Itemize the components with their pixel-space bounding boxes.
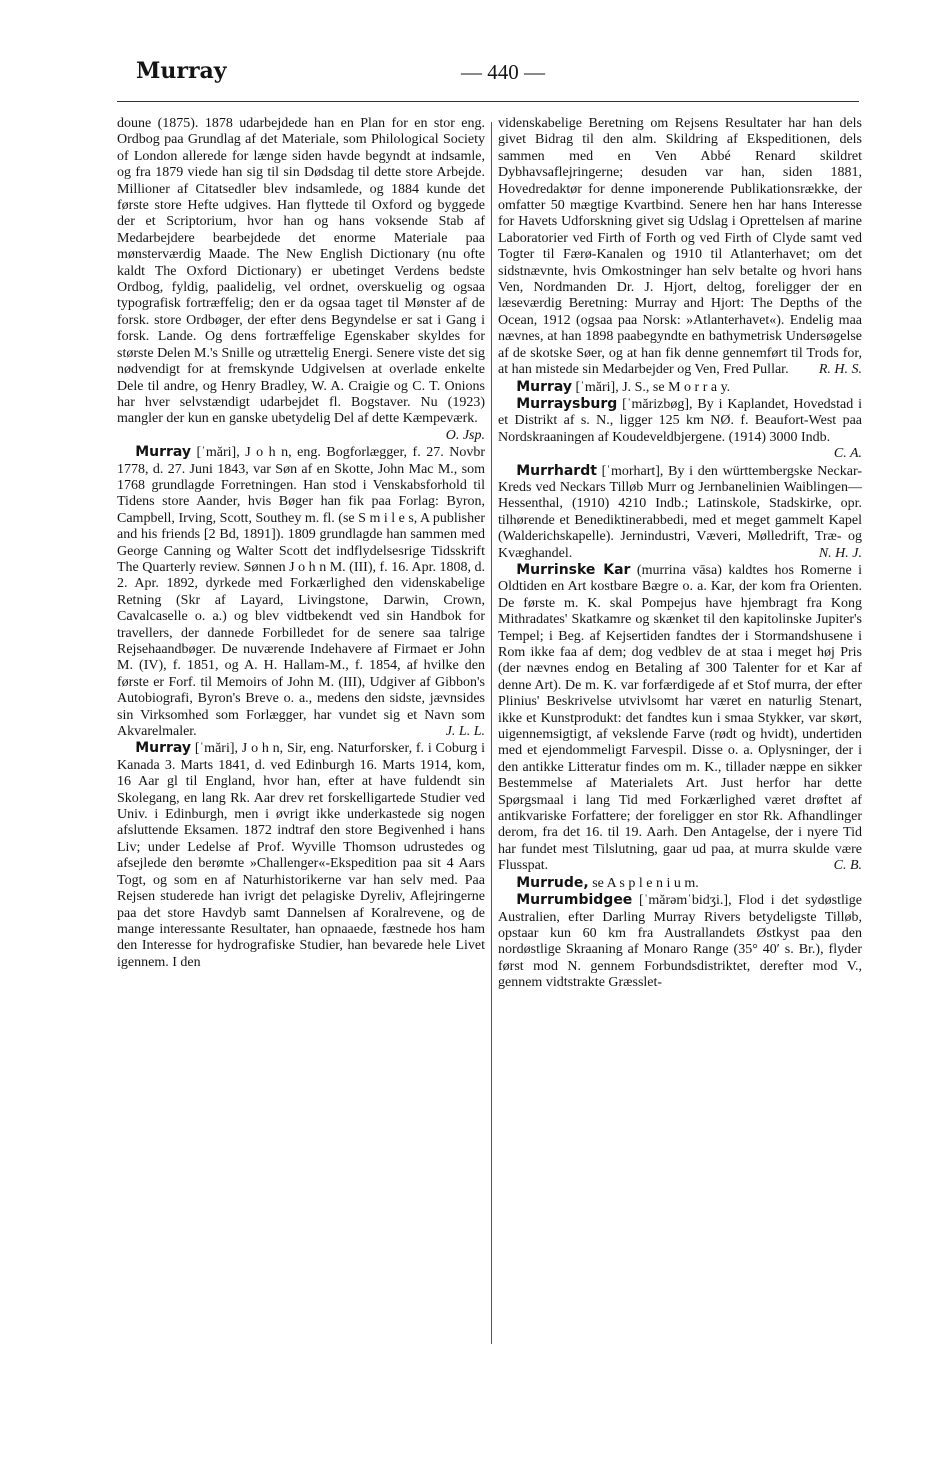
entry-signature: C. B.: [833, 858, 862, 874]
page-number: — 440 —: [461, 60, 545, 84]
entry-signature: R. H. S.: [818, 362, 862, 378]
left-column: [117, 116, 485, 971]
entry-murrumbidgee: [498, 892, 862, 991]
entry-headword: Murrude,: [516, 874, 589, 891]
entry-signature: J. L. L.: [445, 724, 485, 740]
entry-text: [ˈmări], J o h n, eng. Bogforlægger, f. 27. Novbr 1778, d. 27. Juni 1843, var Søn af en Skotte, John Mac M., som 1768 grundlagde Forretningen. Han stod i Venskabsforhold til Tidens store Aander, hvis Bøger han fik paa Forlag: Byron, Campbell, Irving, Scott, Southey m. fl. (se S m i l e s, A publisher and his friends [2 Bd, 1891]). 1809 grundlagde han sammen med George Canning og Walter Scott det indflydelsesrige Tidsskrift The Quarterly review. Sønnen J o h n M. (III), f. 16. Apr. 1808, d. 2. Apr. 1892, dyrkede med Forkærlighed den videnskabelige Retning (Skr af Layard, Livingstone, Darwin, Crown, Cavalcaselle o. a.) og blev vidtbekendt ved sin Handbok for travellers, der dannede Forbilledet for de senere saa talrige Rejsehaandbøger. De nuværende Indehavere af Firmaet er John M. (IV), f. 1851, og A. H. Hallam-M., f. 1854, af hvilke den første er Forf. til Memoirs of John M. (III), Udgiver af Gibbon's Autobiografi, Byron's Breve o. a., medens den sidste, jævnsides sin Virksomhed som Forlægger, har vundet sig et Navn som Akvarelmaler.: [117, 445, 485, 740]
entry-signature: N. H. J.: [818, 545, 862, 561]
header-rule: [117, 101, 859, 102]
column-divider: [491, 122, 492, 1344]
entry-headword: Murrhardt: [516, 462, 597, 479]
entry-text: doune (1875). 1878 udarbejdede han en Plan for en stor eng. Ordbog paa Grundlag af det Materiale, som Philological Society of London allerede for længe siden havde begyndt at indsamle, og fra 1879 viede han sig til sin Dødsdag til dette store Arbejde. Millioner af Citatsedler blev indsamlede, og 1884 kunde det første store Hefte udgives. Han flyttede til Oxford og byggede der et Scriptorium, hvor han og hans voksende Stab af Medarbejdere bearbejdede det enorme Materiale paa mønsterværdig Maade. The New English Dictionary (nu ofte kaldt The Oxford Dictionary) er ubetinget Verdens bedste Ordbog, fyldig, paalidelig, vel ordnet, overskuelig og ogsaa typografisk fortræffelig; den er da ogsaa taget til Mønster af de forsk. store Ordbøger, der efter dens Begyndelse er sat i Gang i forsk. Lande. Og dens fortræffelige Egenskaber skyldes for største Delen M.'s Snille og utrættelig Energi. Senere viste det sig nødvendigt for at fremskynde Udgivelsen at overlade enkelte Dele til andre, og Henry Bradley, W. A. Craigie og C. T. Onions har hver selvstændigt udarbejdet fl. Bogstaver. Nu (1923) mangler der kun en ganske ubetydelig Del af dette Kæmpeværk.: [117, 116, 485, 427]
entry-text: [ˈmări], J. S., se M o r r a y.: [572, 379, 731, 395]
entry-headword: Murraysburg: [516, 395, 618, 412]
entry-murrhardt: [498, 463, 862, 562]
entry-headword: Murrumbidgee: [516, 892, 633, 909]
entry-text: [ˈmărizbøg], By i Kaplandet, Hovedstad i et Distrikt af s. N., ligger 125 km NØ. f. Beaufort-West paa Nordskraaningen af Koudeveldbjergene. (1914) 3000 Indb.: [498, 396, 862, 445]
right-column: [498, 116, 862, 992]
page-header: [136, 52, 862, 96]
entry-text: [ˈmări], J o h n, Sir, eng. Naturforsker, f. i Coburg i Kanada 3. Marts 1841, d. ved Edinburgh 16. Marts 1914, kom, 16 Aar gl til England, hvor han, efter at have fuldendt sin Skolegang, en lang Rk. Aar drev ret forskelligartede Studier ved Univ. i Edinburgh, men i øvrigt ikke underkastede sig nogen afsluttende Eksamen. 1872 indtraf den store Begivenhed i hans Liv; under Ledelse af Prof. Wyville Thomson udrustedes og afsejlede den berømte »Challenger«-Ekspedition paa sit 4 Aars Togt, og som en af Naturhistorikerne var han selv med. Paa Rejsen studerede han ivrigt det pelagiske Dyreliv, Aflejringerne paa det store Havdyb samt Dannelsen af Koralrevene, og de mange interessante Resultater, han opnaaede, fæstnede hos ham den Interesse for hydrografiske Studier, han bevarede hele Livet igennem. I den: [117, 741, 485, 970]
entry-signature: C. A.: [833, 446, 862, 462]
entry-text: (murrina vāsa) kaldtes hos Romerne i Oldtiden en Art kostbare Bægre o. a. Kar, der kom fra Orienten. De første m. K. skal Pompejus have hjembragt fra Kong Mithradates' Skatkamre og skænket til den kapitolinske Jupiter's Tempel; i Beg. af Kejsertiden fandtes der i Stormandshusene i Rom ikke faa af dem; dog vedblev de at staa i meget høj Pris (der nævnes endog en Betaling af 300 Talenter for et Kar af denne Art). De m. K. var forfærdigede af et Stof murra, der efter Plinius' Beskrivelse utvivlsomt har været en naturlig Stenart, ikke et Kunstprodukt: det fandtes kun i smaa Stykker, var skørt, uigennemsigtigt, af vekslende Farve (rødt og hvidt), undertiden med et ejendommeligt Farvespil. Disse o. a. Oplysninger, der i den antikke Litteratur findes om m. K., tillader næppe en sikker Bestemmelse af Materialets Art. Just herfor har dette Spørgsmaal i lang Tid med Forkærlighed været drøftet af antikvariske Forfattere; der foreligger en stor Rk. Afhandlinger derom, fra det 16. til 19. Aarh. Den Antagelse, der i nyere Tid har fundet mest Tilslutning, gaar ud paa, at murra skulde være Flusspat.: [498, 562, 862, 874]
entry-murrude: [498, 875, 862, 892]
entry-text: [ˈmărəmˈbidʒi.], Flod i det sydøstlige Australien, efter Darling Murray Rivers betydeligste Tilløb, opstaar kun 60 km fra Australlandets Østkyst paa den nordøstlige Skraaning af Monaro Range (35° 40′ s. Br.), flyder først mod N. gennem Forbundsdistriktet, derefter mod V., gennem vidtstrakte Græsslet-: [498, 893, 862, 991]
entry-murraysburg: [498, 396, 862, 463]
entry-cont1: [117, 116, 485, 444]
entry-murray-john-1841: [117, 740, 485, 971]
entry-headword: Murray: [135, 444, 192, 461]
entry-signature: O. Jsp.: [445, 427, 485, 443]
entry-headword: Murrinske Kar: [516, 561, 631, 578]
entry-murray-js: [498, 379, 862, 396]
entry-headword: Murray: [135, 740, 192, 757]
running-headword: Murray: [136, 58, 227, 84]
entry-text: videnskabelige Beretning om Rejsens Resultater har han dels givet Bidrag til den alm. Skildring af Ekspeditionen, dels sammen med en Ven Abbé Renard skildret Dybhavsaflejringerne; desuden var han, siden 1881, Hovedredaktør for denne imponerende Publikationsrække, der omfatter 50 mægtige Kvartbind. Senere hen har hans Interesse for Havets Udforskning givet sig Udslag i Oprettelsen af marine Laboratorier ved Firth of Forth og ved Firth of Clyde samt ved Togter til Færø-Kanalen og 1910 til Atlanterhavet; om det sidstnævnte, hvis Omkostninger han selv betalte og hvori hans Ven, Nordmanden Dr. J. Hjort, deltog, foreligger der en læseværdig Beretning: Murray and Hjort: The Depths of the Ocean, 1912 (ogsaa paa Norsk: »Atlanterhavet«). Endelig maa nævnes, at han 1898 paabegyndte en bathymetrisk Undersøgelse af de skotske Søer, og at han fik denne gennemført til Trods for, at han mistede sin Medarbejder og Ven, Fred Pullar.: [498, 116, 862, 378]
entry-murrinske-kar: [498, 562, 862, 875]
entry-text: se A s p l e n i u m.: [588, 875, 699, 891]
entry-murray-john-1778: [117, 444, 485, 740]
entry-cont2: [498, 116, 862, 379]
entry-text: [ˈmorhart], By i den württembergske Neckar-Kreds ved Neckars Tilløb Murr og Jernbanelinien Waiblingen—Hessenthal, (1910) 4210 Indb.; Latinskole, Stadskirke, opr. tilhørende et Benediktinerabbedi, med et meget gammelt Kapel (Walderichskapelle). Jernindustri, Væveri, Mølledrift, Træ- og Kvæghandel.: [498, 463, 862, 561]
entry-headword: Murray: [516, 378, 573, 395]
